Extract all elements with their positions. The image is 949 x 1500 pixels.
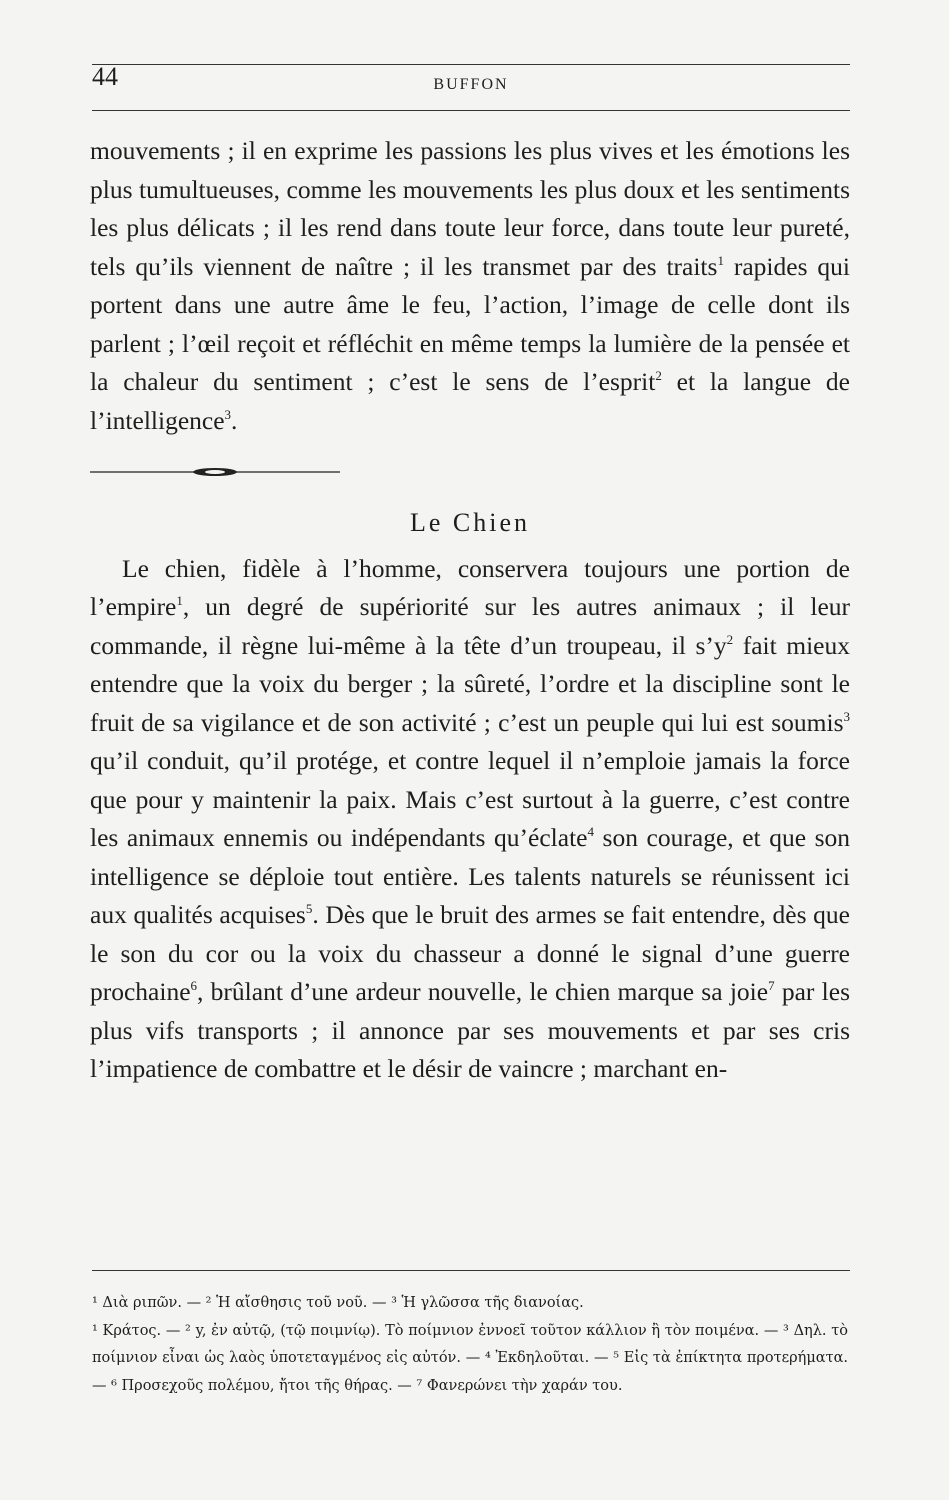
text-run: , brûlant d’une ardeur nouvelle, le chien marque sa joie — [197, 977, 769, 1006]
section-title: Le Chien — [409, 507, 531, 537]
text-run: par les plus vifs transports ; il annonce par ses mouvements et par ses cris l’impatience de combattre et le désir de vaincre ; marchant en- — [90, 977, 851, 1083]
header-bottom-rule — [92, 110, 850, 111]
paragraph-continuation — [90, 132, 850, 440]
footnote-ref: 3 — [224, 406, 232, 422]
footnote-ref: 2 — [655, 368, 662, 383]
footnote-block-1: ¹ Διὰ ριπῶν. — ² Ἡ αἴσθησις τοῦ νοῦ. — ³ Ἡ γλῶσσα τῆς διανοίας. — [92, 1295, 584, 1311]
footnote-ref: 2 — [726, 631, 734, 647]
footnote-ref: 3 — [843, 708, 850, 724]
section-divider-ornament — [90, 466, 340, 478]
text-run: rapides qui portent dans une autre âme le feu, l’action, l’image de celle dont ils parlent ; l’œil reçoit et réfléchit en même temps la lumière de la pensée et la chaleur du sentiment ; c’est le sens de l’esprit — [90, 251, 850, 396]
main-text — [90, 132, 850, 1089]
text-run: . — [231, 405, 238, 435]
footnote-ref: 1 — [176, 593, 183, 608]
footnote-ref: 1 — [717, 252, 724, 268]
text-run: , un degré de supériorité sur les autres animaux ; il leur commande, il règne lui-même à la tête d’un troupeau, il s’y — [90, 592, 850, 660]
paragraph-le-chien — [90, 550, 850, 1089]
text-run: . Dès que le bruit des armes se fait entendre, dès que le son du cor ou la voix du chasseur a donné le signal d’une guerre prochaine — [90, 900, 850, 1006]
footnotes — [92, 1290, 848, 1400]
footnote-block-2: ¹ Κράτος. — ² y, ἐν αὐτῷ, (τῷ ποιμνίῳ). Τὸ ποίμνιον ἐννοεῖ τοῦτον κάλλιον ἢ τὸν ποιμένα. — ³ Δηλ. τὸ ποίμνιον εἶναι ὡς λαὸς ὑποτεταγμένος εἰς αὐτόν. — ⁴ Ἐκδηλοῦται. — ⁵ Εἰς τὰ ἐπίκτητα προτερήματα. — ⁶ Προσεχοῦς πολέμου, ἤτοι τῆς θήρας. — ⁷ Φανερώνει τὴν χαράν του. — [92, 1322, 848, 1394]
page-number: 44 — [92, 62, 118, 91]
footnote-ref: 5 — [305, 901, 313, 916]
footnote-ref: 4 — [587, 824, 594, 839]
text-run: Le chien, fidèle à l’homme, conservera toujours une portion de l’empire — [90, 553, 850, 621]
running-title: BUFFON — [433, 76, 509, 93]
footnote-rule — [92, 1270, 850, 1271]
page-header — [92, 58, 850, 106]
text-run: qu’il conduit, qu’il protége, et contre lequel il n’emploie jamais la force que pour y maintenir la paix. Mais c’est surtout à la guerre, c’est contre les animaux ennemis ou indépendants qu’éclate — [90, 746, 850, 852]
footnote-ref: 7 — [768, 978, 775, 993]
text-run: mouvements ; il en exprime les passions les plus vives et les émotions les plus tumultueuses, comme les mouvements les plus doux et les sentiments les plus délicats ; il les rend dans toute leur force, dans toute leur pureté, tels qu’ils viennent de naître ; il les transmet par des traits — [90, 136, 850, 281]
footnote-ref: 6 — [190, 978, 198, 993]
text-run: fait mieux entendre que la voix du berger ; la sûreté, l’ordre et la discipline sont le fruit de sa vigilance et de son activité ; c’est un peuple qui lui est soumis — [90, 630, 850, 737]
header-top-rule — [92, 64, 850, 65]
text-run: et la langue de l’intelligence — [90, 367, 850, 435]
text-run: son courage, et que son intelligence se déploie tout entière. Les talents naturels se réunissent ici aux qualités acquises — [90, 823, 851, 929]
